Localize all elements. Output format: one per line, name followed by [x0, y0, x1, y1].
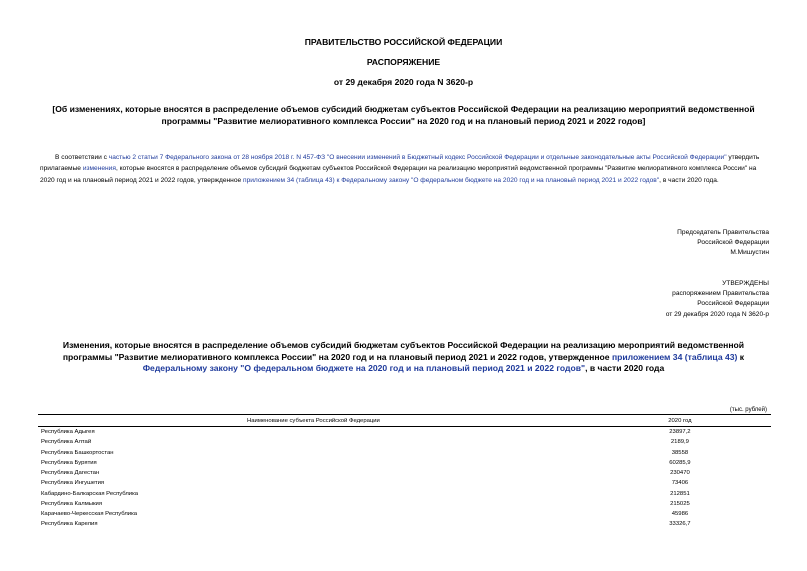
table-row [38, 478, 771, 488]
heading-text: к [737, 351, 745, 362]
region-value: 2189,9 [670, 439, 689, 446]
region-name: Республика Алтай [41, 439, 92, 446]
changes-link[interactable]: изменения [82, 165, 116, 173]
appendix-link[interactable]: приложением 34 (таблица 43) к Федеральному закону "О федеральном бюджете на 2020 год и на плановый период 2021 и 2022 годов" [243, 176, 660, 184]
paragraph-text: утвердить прилагаемые [40, 154, 760, 173]
region-name: Республика Калмыкия [41, 500, 103, 507]
approval-organization: Российской Федерации [697, 300, 769, 308]
approval-block [666, 279, 769, 320]
table-row [38, 489, 771, 499]
region-name: Республика Карелия [41, 521, 98, 528]
region-value: 45986 [671, 511, 689, 518]
government-name: ПРАВИТЕЛЬСТВО РОССИЙСКОЙ ФЕДЕРАЦИИ [304, 37, 503, 47]
signature-organization: Российской Федерации [697, 239, 769, 247]
document-title: [Об изменениях, которые вносятся в распределение объемов субсидий бюджетам субъектов Российской Федерации на реализацию мероприятий ведомственной программы "Развитие мелиоративного комплекса России" на 2020 год и на плановый период 2021 и 2022 годов] [52, 104, 755, 126]
table-row [38, 437, 771, 447]
changes-heading [44, 340, 763, 375]
region-name: Республика Бурятия [41, 459, 97, 466]
approval-title: УТВЕРЖДЕНЫ [722, 280, 769, 287]
table-row [38, 519, 771, 529]
approval-by: распоряжением Правительства [672, 290, 769, 298]
region-value: 23897,2 [669, 429, 691, 436]
table-row [38, 468, 771, 478]
column-header-region: Наименование субъекта Российской Федерации [38, 415, 589, 427]
signature-position: Председатель Правительства [677, 229, 769, 236]
region-name: Республика Башкортостан [41, 449, 114, 456]
region-value: 60285,9 [669, 459, 691, 466]
signature-name: М.Мишустин [730, 249, 769, 257]
table-header-row [38, 415, 771, 427]
heading-text: , в части 2020 года [585, 363, 665, 373]
column-header-year: 2020 год [589, 415, 771, 427]
paragraph-text: , которые вносятся в распределение объемов субсидий бюджетам субъектов Российской Федерации на реализацию мероприятий ведомственной программы "Развитие мелиоративного комплекса России" на 2020 год и на плановый период 2021 и 2022 годов, утвержденное [40, 165, 757, 184]
table-row [38, 499, 771, 509]
signature-block [677, 228, 769, 259]
document-type: РАСПОРЯЖЕНИЕ [366, 57, 441, 67]
table-units: (тыс. рублей) [729, 407, 767, 413]
federal-budget-law-link[interactable]: Федеральному закону "О федеральном бюджете на 2020 год и на плановый период 2021 и 2022 годов" [142, 363, 586, 373]
region-name: Кабардино-Балкарская Республика [41, 490, 139, 497]
resolution-paragraph [40, 152, 772, 186]
table-row [38, 509, 771, 519]
region-name: Республика Ингушетия [41, 480, 105, 487]
paragraph-text: , в части 2020 года. [659, 176, 719, 184]
table-row [38, 448, 771, 458]
appendix-table-link[interactable]: приложением 34 (таблица 43) [611, 351, 738, 362]
region-name: Республика Дагестан [41, 470, 100, 477]
federal-law-link[interactable]: частью 2 статьи 7 Федерального закона от 28 ноября 2018 г. N 457-ФЗ "О внесении изменений в Бюджетный кодекс Российской Федерации и отдельные законодательные акты Российской Федерации" [108, 154, 727, 161]
paragraph-text: В соответствии с [55, 154, 109, 161]
table-row [38, 458, 771, 468]
region-value: 230470 [670, 470, 690, 477]
region-name: Республика Адыгея [41, 429, 95, 436]
subsidy-table [38, 414, 771, 530]
table-row [38, 427, 771, 438]
region-value: 73406 [671, 480, 689, 487]
region-value: 212851 [670, 490, 690, 497]
region-name: Карачаево-Черкесская Республика [41, 511, 138, 518]
region-value: 33326,7 [669, 521, 691, 528]
heading-text: Изменения, которые вносятся в распределение объемов субсидий бюджетам субъектов Российской Федерации на реализацию мероприятий ведомственной программы "Развитие мелиоративного комплекса России" на 2020 год и на плановый период 2021 и 2022 годов, утвержденное [62, 340, 745, 362]
region-value: 38558 [671, 449, 689, 456]
region-value: 215025 [670, 500, 690, 507]
document-date-number: от 29 декабря 2020 года N 3620-р [333, 77, 474, 87]
approval-date: от 29 декабря 2020 года N 3620-р [665, 310, 769, 318]
